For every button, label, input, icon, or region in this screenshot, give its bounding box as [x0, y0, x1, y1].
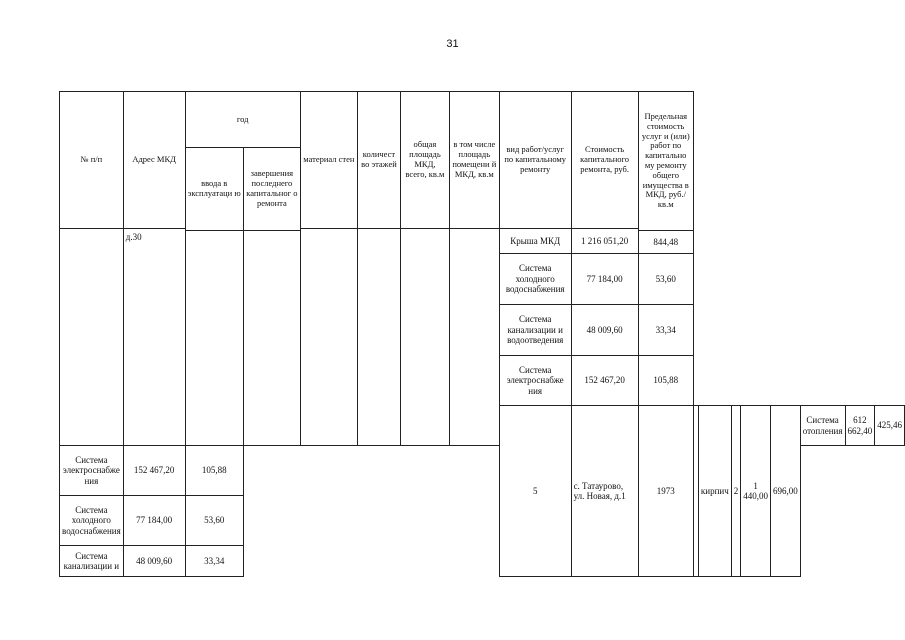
header-work-type: вид работ/услуг по капитальному ремонту: [499, 92, 571, 229]
header-total-area: общая площадь МКД, всего, кв.м: [401, 92, 450, 229]
building-material: кирпич: [698, 406, 731, 577]
work-type: Система канализации и: [60, 546, 124, 577]
work-max-cost: 105,88: [185, 446, 243, 496]
prev-premises-area-cell: [449, 229, 499, 446]
work-cost: 152 467,20: [123, 446, 185, 496]
prev-floors-cell: [357, 229, 400, 446]
building-num: 5: [499, 406, 571, 577]
work-max-cost: 33,34: [185, 546, 243, 577]
work-cost: 1 216 051,20: [571, 229, 638, 254]
repair-table: [59, 91, 905, 577]
header-year: год: [185, 92, 300, 148]
building-floors: 2: [731, 406, 741, 577]
header-num: № п/п: [60, 92, 124, 229]
header-wall-material: материал стен: [300, 92, 357, 229]
work-max-cost: 844,48: [638, 231, 693, 254]
prev-address-tail: д.30: [123, 229, 185, 446]
building-premises-area: 696,00: [770, 406, 800, 577]
header-premises-area: в том числе площадь помещени й МКД, кв.м: [449, 92, 499, 229]
work-cost: 77 184,00: [123, 496, 185, 546]
work-cost: 152 467,20: [571, 356, 638, 406]
header-year-commission: ввода в эксплуатаци ю: [185, 148, 243, 231]
header-address: Адрес МКД: [123, 92, 185, 229]
work-max-cost: 53,60: [638, 254, 693, 305]
page-number: 31: [446, 38, 459, 50]
prev-total-area-cell: [401, 229, 450, 446]
prev-material-cell: [300, 229, 357, 446]
work-cost: 77 184,00: [571, 254, 638, 305]
work-max-cost: 33,34: [638, 305, 693, 356]
work-type: Крыша МКД: [499, 229, 571, 254]
building-address: с. Татаурово, ул. Новая, д.1: [571, 406, 638, 577]
work-type: Система холодного водоснабжения: [60, 496, 124, 546]
work-type: Система электроснабже ния: [60, 446, 124, 496]
work-type: Система холодного водоснабжения: [499, 254, 571, 305]
prev-year-last-repair-cell: [243, 231, 300, 446]
header-year-last-repair: завершения последнего капитальног о ремонта: [243, 148, 300, 231]
prev-year-commission-cell: [185, 231, 243, 446]
header-max-cost: Предельная стоимость услуг и (или) работ по капитально му ремонту общего имущества в МКД, руб./кв.м: [638, 92, 693, 231]
work-cost: 48 009,60: [571, 305, 638, 356]
header-floors: количест во этажей: [357, 92, 400, 229]
work-type: Система канализации и водоотведения: [499, 305, 571, 356]
building-year: 1973: [638, 406, 693, 577]
work-type: Система электроснабже ния: [499, 356, 571, 406]
building-total-area: 1 440,00: [741, 406, 771, 577]
work-cost: 48 009,60: [123, 546, 185, 577]
work-max-cost: 53,60: [185, 496, 243, 546]
work-cost: 612 662,40: [845, 406, 875, 446]
header-cost: Стоимость капитального ремонта, руб.: [571, 92, 638, 229]
work-type: Система отопления: [800, 406, 845, 446]
work-max-cost: 105,88: [638, 356, 693, 406]
work-max-cost: 425,46: [875, 406, 905, 446]
prev-num-cell: [60, 229, 124, 446]
